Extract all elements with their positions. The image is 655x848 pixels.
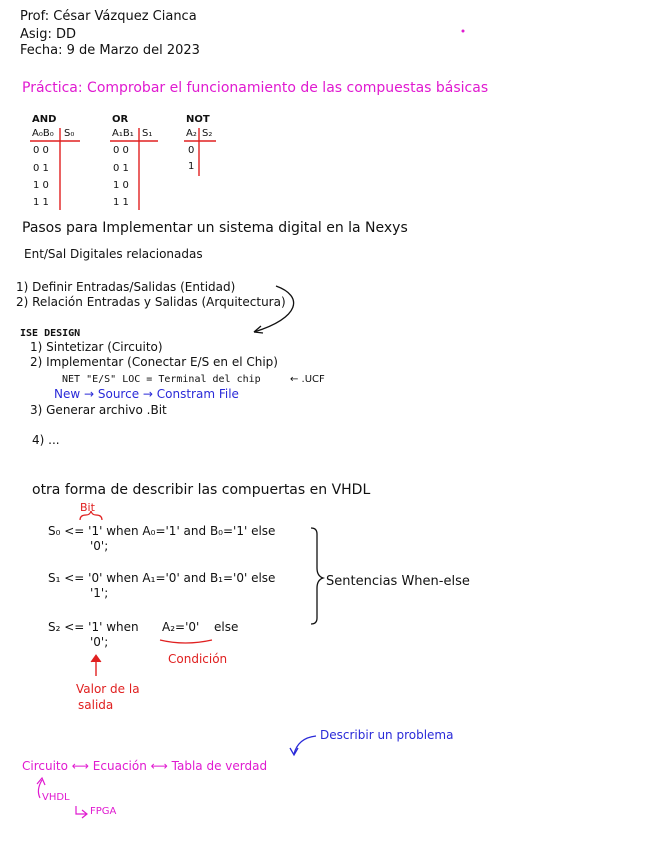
condition-underline (160, 640, 212, 643)
condicion-label: Condición (168, 652, 228, 666)
ise-step-3: 3) Generar archivo .Bit (30, 403, 167, 417)
ent-sal-line: Ent/Sal Digitales relacionadas (24, 247, 203, 261)
fecha-line: Fecha: 9 de Marzo del 2023 (20, 43, 200, 58)
s2-condition: A₂='0' (162, 620, 200, 634)
and-row: 1 0 (33, 180, 49, 191)
s2-else: else (214, 620, 239, 634)
step-2: 2) Relación Entradas y Salidas (Arquitectura) (16, 295, 286, 309)
bit-label: Bit (80, 501, 95, 514)
flow-line: Circuito ⟷ Ecuación ⟷ Tabla de verdad (22, 759, 268, 773)
prof-line: Prof: César Vázquez Cianca (20, 9, 197, 24)
fpga-arrow (76, 806, 86, 814)
describir-arrow-head (290, 748, 298, 755)
vhdl-title: otra forma de describir las compuertas en VHDL (32, 482, 371, 498)
and-row: 0 1 (33, 163, 49, 174)
ise-step-1: 1) Sintetizar (Circuito) (30, 340, 163, 354)
pasos-title: Pasos para Implementar un sistema digital en la Nexys (22, 220, 408, 236)
valor-arrow-head (91, 655, 101, 662)
s1-line-2: '1'; (90, 586, 109, 600)
or-row: 1 1 (113, 197, 129, 208)
s2-line-2: '0'; (90, 635, 109, 649)
ucf-label: ← .UCF (290, 374, 325, 385)
asig-line: Asig: DD (20, 27, 77, 42)
ise-step-4: 4) ... (32, 433, 60, 447)
ise-title: ISE DESIGN (20, 328, 81, 339)
vhdl-arrow-head (37, 778, 45, 785)
fpga-label: FPGA (90, 806, 117, 817)
or-header-output: S₁ (142, 128, 153, 139)
and-header-inputs: A₀B₀ (32, 128, 54, 139)
or-header-inputs: A₁B₁ (112, 128, 134, 139)
s1-line-1: S₁ <= '0' when A₁='0' and B₁='0' else (48, 571, 276, 585)
new-source-line: New → Source → Constram File (54, 387, 239, 401)
and-header-output: S₀ (64, 128, 75, 139)
and-row: 1 1 (33, 197, 49, 208)
not-label: NOT (186, 114, 210, 125)
or-row: 0 1 (113, 163, 129, 174)
s0-line-2: '0'; (90, 539, 109, 553)
steps-arrow-head (254, 326, 263, 333)
or-row: 1 0 (113, 180, 129, 191)
not-header-input: A₂ (186, 128, 197, 139)
or-row: 0 0 (113, 145, 129, 156)
describir-arrow (294, 736, 316, 754)
not-row: 1 (188, 161, 195, 172)
practice-title: Práctica: Comprobar el funcionamiento de las compuestas básicas (22, 80, 489, 96)
stray-dot (462, 30, 465, 33)
step-1: 1) Definir Entradas/Salidas (Entidad) (16, 280, 236, 294)
vhdl-label: VHDL (42, 792, 70, 803)
or-label: OR (112, 114, 129, 125)
s2-line-1: S₂ <= '1' when (48, 620, 139, 634)
not-header-output: S₂ (202, 128, 213, 139)
ise-step-2: 2) Implementar (Conectar E/S en el Chip) (30, 355, 278, 369)
net-line: NET "E/S" LOC = Terminal del chip (62, 374, 261, 385)
valor-label-1: Valor de la (76, 682, 140, 696)
s0-line-1: S₀ <= '1' when A₀='1' and B₀='1' else (48, 524, 276, 538)
and-label: AND (32, 114, 57, 125)
sentencias-label: Sentencias When-else (326, 574, 470, 589)
not-row: 0 (188, 145, 195, 156)
describir-label: Describir un problema (320, 728, 454, 742)
and-row: 0 0 (33, 145, 49, 156)
sentencias-bracket (311, 528, 323, 624)
valor-label-2: salida (78, 698, 114, 712)
fpga-arrow-head (82, 810, 87, 818)
